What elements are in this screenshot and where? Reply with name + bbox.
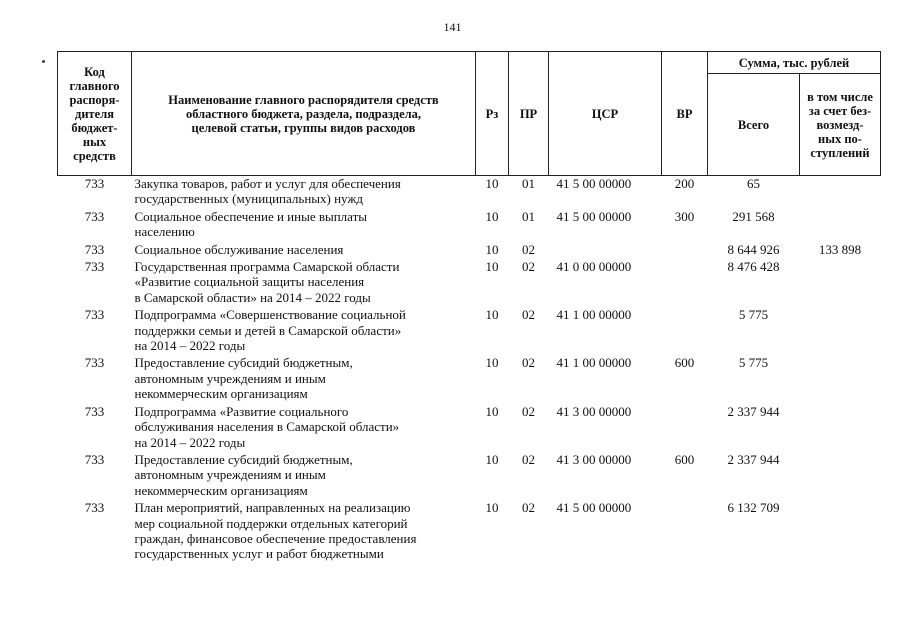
cell-free bbox=[800, 452, 881, 500]
cell-name-line: План мероприятий, направленных на реализацию bbox=[134, 500, 411, 516]
cell-free bbox=[800, 404, 881, 452]
cell-name-line: обслуживания населения в Самарской области» bbox=[134, 419, 400, 435]
cell-name bbox=[132, 259, 476, 307]
cell-name-line: некоммерческим организациям bbox=[134, 482, 308, 498]
header-free bbox=[800, 74, 881, 176]
cell-vr: 200 bbox=[674, 176, 695, 191]
cell-total: 8 476 428 bbox=[727, 259, 780, 275]
header-vr: ВР bbox=[662, 52, 708, 176]
cell-csr: 41 5 00 00000 bbox=[556, 500, 632, 516]
cell-csr: 41 0 00 00000 bbox=[556, 259, 632, 275]
cell-free bbox=[800, 259, 881, 307]
cell-vr bbox=[662, 259, 708, 307]
cell-free bbox=[800, 500, 881, 564]
cell-csr: 41 5 00 00000 bbox=[556, 176, 632, 191]
cell-pr: 02 bbox=[522, 241, 535, 257]
cell-name bbox=[132, 452, 476, 500]
cell-name-line: Государственная программа Самарской области bbox=[134, 259, 400, 275]
cell-code: 733 bbox=[84, 259, 105, 275]
header-code-line: распоря- bbox=[69, 92, 120, 107]
cell-name-line: в Самарской области» на 2014 – 2022 годы bbox=[134, 289, 371, 305]
header-free-line: за счет без- bbox=[808, 103, 872, 118]
header-csr: ЦСР bbox=[549, 52, 662, 176]
cell-rz: 10 bbox=[485, 208, 499, 224]
cell-free: 133 898 bbox=[818, 241, 862, 257]
cell-pr: 02 bbox=[522, 307, 535, 323]
header-name-line: областного бюджета, раздела, подраздела, bbox=[185, 106, 422, 121]
header-code-line: главного bbox=[69, 78, 120, 93]
cell-code: 733 bbox=[84, 176, 105, 191]
table-row bbox=[58, 404, 881, 452]
cell-code: 733 bbox=[84, 355, 105, 371]
header-code-line: ных bbox=[82, 134, 107, 149]
header-code-line: Код bbox=[84, 64, 105, 79]
cell-pr: 02 bbox=[522, 500, 535, 516]
cell-name-line: населению bbox=[134, 224, 195, 240]
header-free-line: ступлений bbox=[810, 145, 870, 160]
cell-name bbox=[132, 242, 476, 259]
cell-csr: 41 3 00 00000 bbox=[556, 403, 632, 419]
cell-csr: 41 1 00 00000 bbox=[556, 355, 632, 371]
header-name-line: Наименование главного распорядителя средств bbox=[168, 92, 439, 107]
header-free-line: возмезд- bbox=[816, 117, 864, 132]
cell-code: 733 bbox=[84, 307, 105, 323]
cell-name bbox=[132, 209, 476, 242]
cell-name bbox=[132, 355, 476, 403]
cell-rz: 10 bbox=[485, 403, 499, 419]
cell-code: 733 bbox=[84, 208, 105, 224]
cell-vr: 300 bbox=[674, 208, 695, 224]
header-free-lines bbox=[802, 90, 878, 160]
cell-name-line: на 2014 – 2022 годы bbox=[134, 434, 246, 450]
header-name-line: целевой статьи, группы видов расходов bbox=[191, 120, 416, 135]
cell-pr: 02 bbox=[522, 355, 535, 371]
cell-name-line: «Развитие социальной защиты населения bbox=[134, 274, 365, 290]
cell-total: 5 775 bbox=[738, 355, 769, 371]
cell-free bbox=[800, 307, 881, 355]
cell-name-line: на 2014 – 2022 годы bbox=[134, 338, 246, 354]
cell-free bbox=[800, 355, 881, 403]
cell-pr: 01 bbox=[522, 176, 535, 191]
header-rz: Рз bbox=[476, 52, 509, 176]
table-row bbox=[58, 242, 881, 259]
cell-name-line: Закупка товаров, работ и услуг для обеспечения bbox=[134, 176, 401, 191]
header-pr: ПР bbox=[509, 52, 549, 176]
budget-table bbox=[57, 51, 881, 564]
header-free-line: в том числе bbox=[807, 89, 873, 104]
cell-pr: 02 bbox=[522, 259, 535, 275]
cell-name-line: государственных услуг и работ бюджетными bbox=[134, 546, 384, 562]
cell-name-line: Социальное обеспечение и иные выплаты bbox=[134, 208, 368, 224]
header-code-line: дителя bbox=[75, 106, 114, 121]
table-row bbox=[58, 307, 881, 355]
cell-rz: 10 bbox=[485, 355, 499, 371]
cell-rz: 10 bbox=[485, 500, 499, 516]
cell-csr: 41 5 00 00000 bbox=[556, 208, 632, 224]
cell-rz: 10 bbox=[485, 307, 499, 323]
cell-rz: 10 bbox=[485, 259, 499, 275]
cell-name-line: автономным учреждениям и иным bbox=[134, 370, 326, 386]
cell-pr: 02 bbox=[522, 403, 535, 419]
cell-name bbox=[132, 404, 476, 452]
cell-name bbox=[132, 176, 476, 209]
cell-vr: 600 bbox=[674, 355, 695, 371]
header-code bbox=[58, 52, 132, 176]
cell-code: 733 bbox=[84, 500, 105, 516]
page-number: 141 bbox=[443, 20, 462, 34]
cell-free bbox=[800, 209, 881, 242]
cell-total: 65 bbox=[747, 176, 760, 191]
cell-free bbox=[800, 176, 881, 209]
cell-total: 291 568 bbox=[732, 208, 775, 224]
cell-csr: 41 3 00 00000 bbox=[556, 451, 632, 467]
header-total: Всего bbox=[708, 74, 800, 176]
table-row bbox=[58, 209, 881, 242]
table-row bbox=[58, 355, 881, 403]
cell-total: 6 132 709 bbox=[727, 500, 780, 516]
cell-name-line: Социальное обслуживание населения bbox=[134, 241, 344, 257]
cell-name-line: граждан, финансовое обеспечение предоставления bbox=[134, 530, 417, 546]
header-sum-group: Сумма, тыс. рублей bbox=[708, 52, 881, 74]
cell-csr bbox=[549, 242, 662, 259]
cell-total: 5 775 bbox=[738, 307, 769, 323]
cell-rz: 10 bbox=[485, 176, 499, 191]
header-name-lines bbox=[134, 93, 473, 135]
table-body bbox=[58, 176, 881, 564]
cell-name-line: Предоставление субсидий бюджетным, bbox=[134, 355, 353, 371]
cell-code: 733 bbox=[84, 451, 105, 467]
table-row bbox=[58, 500, 881, 564]
header-code-lines bbox=[60, 65, 129, 163]
header-code-line: средств bbox=[73, 148, 116, 163]
cell-vr bbox=[662, 500, 708, 564]
cell-name-line: некоммерческим организациям bbox=[134, 386, 308, 402]
cell-code: 733 bbox=[84, 403, 105, 419]
table-row bbox=[58, 259, 881, 307]
cell-total: 2 337 944 bbox=[727, 451, 780, 467]
cell-rz: 10 bbox=[485, 451, 499, 467]
cell-vr: 600 bbox=[674, 451, 695, 467]
cell-rz: 10 bbox=[485, 241, 499, 257]
cell-name-line: Предоставление субсидий бюджетным, bbox=[134, 451, 353, 467]
header-free-line: ных по- bbox=[818, 131, 862, 146]
scan-dot bbox=[42, 60, 45, 63]
cell-name-line: автономным учреждениям и иным bbox=[134, 467, 326, 483]
cell-pr: 02 bbox=[522, 451, 535, 467]
cell-name bbox=[132, 500, 476, 564]
cell-name-line: Подпрограмма «Развитие социального bbox=[134, 403, 349, 419]
table-row bbox=[58, 176, 881, 209]
cell-name bbox=[132, 307, 476, 355]
cell-pr: 01 bbox=[522, 208, 535, 224]
cell-vr bbox=[662, 404, 708, 452]
cell-name-line: поддержки семьи и детей в Самарской области» bbox=[134, 322, 402, 338]
cell-name-line: государственных (муниципальных) нужд bbox=[134, 191, 363, 207]
cell-total: 2 337 944 bbox=[727, 403, 780, 419]
cell-total: 8 644 926 bbox=[727, 241, 780, 257]
cell-code: 733 bbox=[84, 241, 105, 257]
table-row bbox=[58, 452, 881, 500]
header-code-line: бюджет- bbox=[71, 120, 118, 135]
cell-vr bbox=[662, 307, 708, 355]
header-name bbox=[132, 52, 476, 176]
cell-csr: 41 1 00 00000 bbox=[556, 307, 632, 323]
cell-name-line: Подпрограмма «Совершенствование социальной bbox=[134, 307, 406, 323]
cell-name-line: мер социальной поддержки отдельных категорий bbox=[134, 515, 408, 531]
cell-vr bbox=[662, 242, 708, 259]
